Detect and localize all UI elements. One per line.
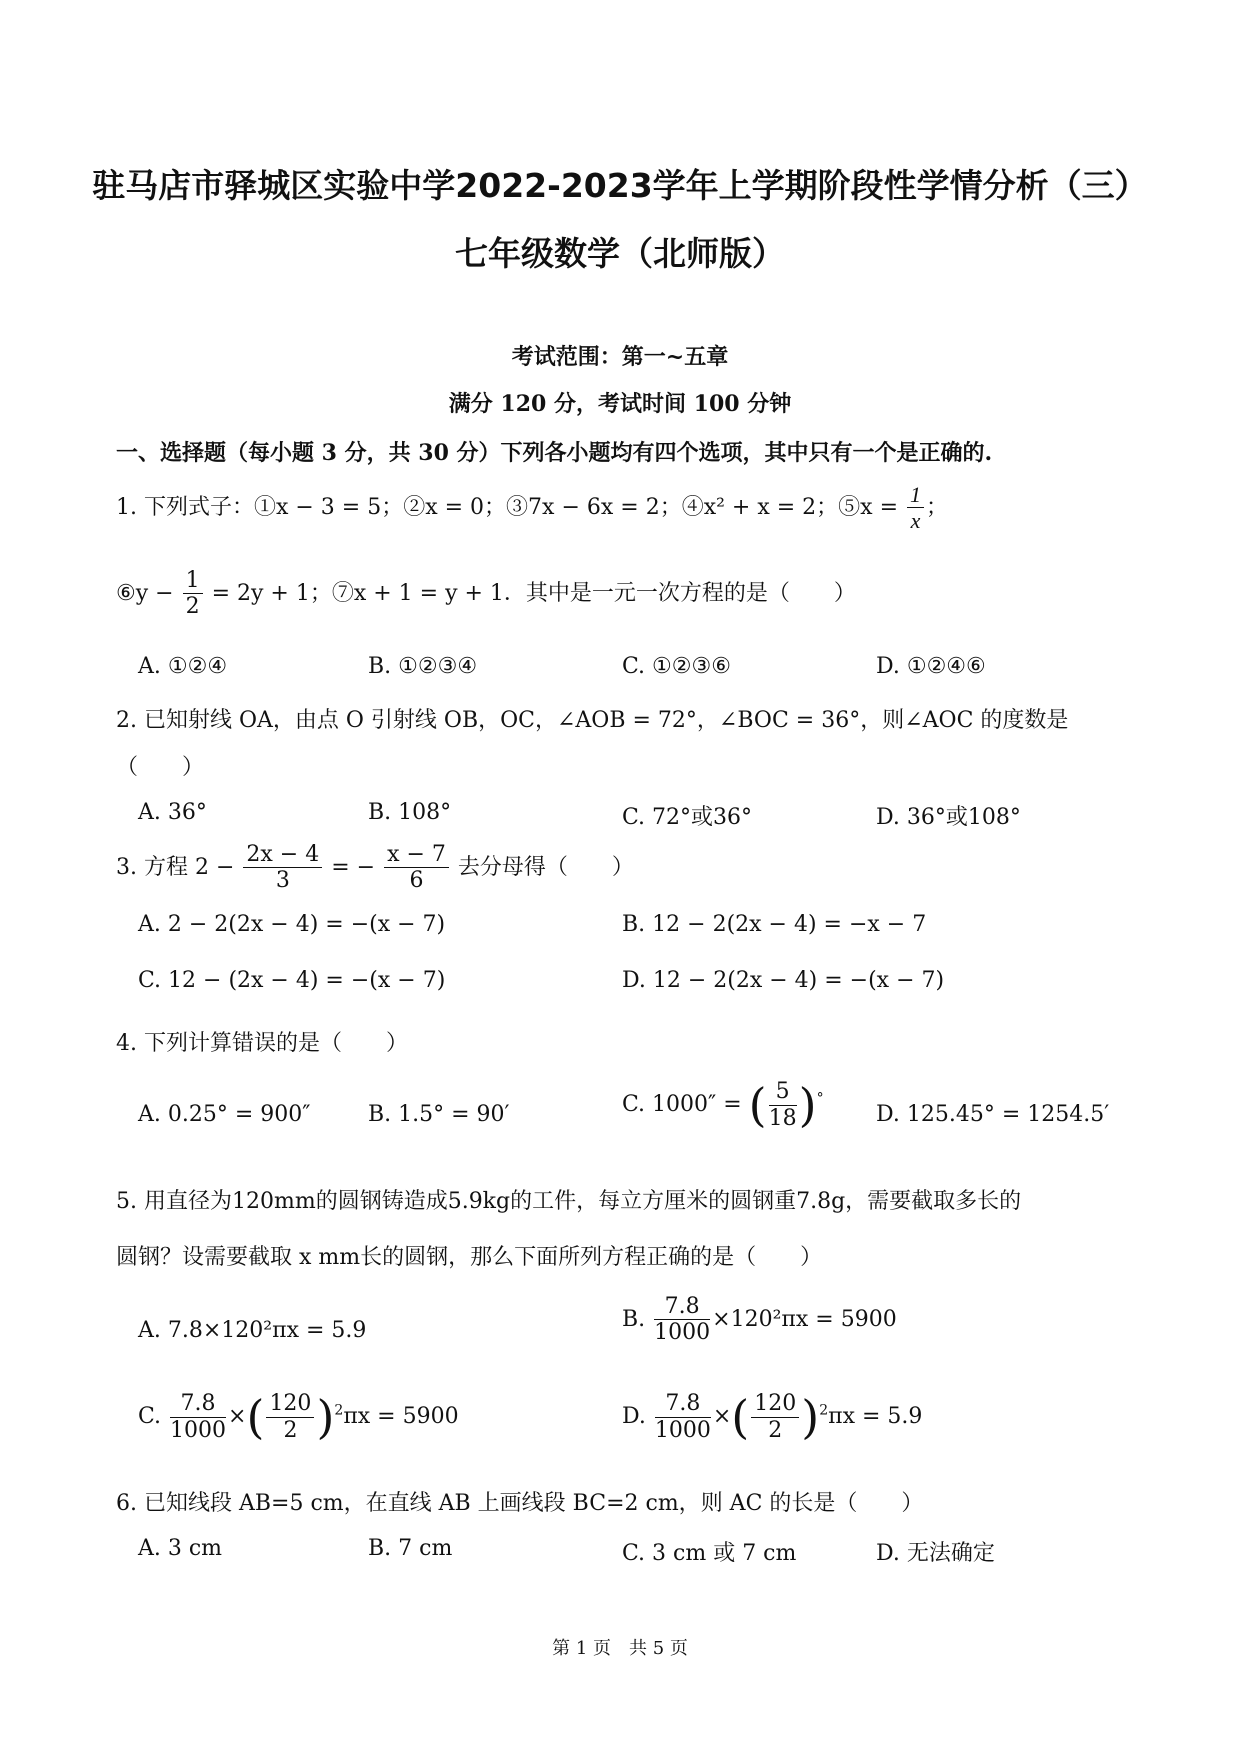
q5-option-d: D. $\frac{7.8}{1000}$ ×( $\frac{120}{2}$ )$^2$πx = 5.9 (622, 1390, 923, 1444)
exam-subtitle: 七年级数学（北师版） (455, 234, 785, 273)
question-1-stem-line1: 1. 下列式子：①x − 3 = 5；②x = 0；③7x − 6x = 2；④x² + x = 2；⑤x = $\frac{1}{x}$ ； (116, 482, 949, 534)
q1-fraction-5: $\frac{1}{x}$ (907, 482, 924, 534)
question-4-stem: 4. 下列计算错误的是（ ） (116, 1031, 408, 1056)
q4-option-a: A. 0.25° = 900″ (138, 1102, 311, 1127)
question-2-blank: （ ） (116, 755, 205, 780)
q3-fraction-1: $\frac{2x - 4}{3}$ (243, 842, 322, 894)
q1-option-b: B. ①②③④ (368, 654, 478, 679)
q6-option-d: D. 无法确定 (876, 1541, 995, 1566)
q6-option-c: C. 3 cm 或 7 cm (622, 1541, 797, 1566)
q2-option-d: D. 36°或108° (876, 805, 1021, 830)
q5-option-b: B. $\frac{7.8}{1000}$ ×120²πx = 5900 (622, 1294, 897, 1346)
q5d-fraction: $\frac{7.8}{1000}$ (654, 1391, 711, 1443)
question-5-line2: 圆钢？设需要截取 x mm长的圆钢，那么下面所列方程正确的是（ ） (116, 1245, 823, 1270)
exam-title: 驻马店市驿城区实验中学2022-2023学年上学期阶段性学情分析（三） (92, 166, 1148, 205)
q4-option-d: D. 125.45° = 1254.5′ (876, 1102, 1110, 1127)
q1-fraction-6: $\frac{1}{2}$ (183, 568, 203, 620)
q4-fraction: $\frac{5}{18}$ (768, 1079, 797, 1131)
q5-option-a: A. 7.8×120²πx = 5.9 (138, 1318, 367, 1343)
section-header: 一、选择题（每小题 3 分，共 30 分）下列各小题均有四个选项，其中只有一个是正确的. (116, 440, 993, 466)
q1-text-a: 1. 下列式子：①x − 3 = 5；②x = 0；③7x − 6x = 2；④x² + x = 2；⑤x = (116, 494, 905, 520)
q4-option-c: C. 1000″ = ( $\frac{5}{18}$ )° (622, 1078, 824, 1132)
q5c-fraction: $\frac{7.8}{1000}$ (170, 1391, 227, 1443)
exam-scope: 考试范围：第一~五章 (511, 344, 729, 370)
q3-option-d: D. 12 − 2(2x − 4) = −(x − 7) (622, 968, 945, 993)
q5d-inner-fraction: $\frac{120}{2}$ (751, 1391, 799, 1443)
q2-option-c: C. 72°或36° (622, 805, 753, 830)
q2-option-a: A. 36° (138, 800, 207, 825)
q6-option-b: B. 7 cm (368, 1536, 453, 1561)
q1-option-a: A. ①②④ (138, 654, 228, 679)
q5b-fraction: $\frac{7.8}{1000}$ (654, 1294, 711, 1346)
q1-option-d: D. ①②④⑥ (876, 654, 986, 679)
q2-option-b: B. 108° (368, 800, 452, 825)
q3-option-c: C. 12 − (2x − 4) = −(x − 7) (138, 968, 446, 993)
q5c-inner-fraction: $\frac{120}{2}$ (266, 1391, 314, 1443)
question-6-stem: 6. 已知线段 AB=5 cm，在直线 AB 上画线段 BC=2 cm，则 AC 的长是（ ） (116, 1491, 924, 1516)
q6-option-a: A. 3 cm (138, 1536, 223, 1561)
q1-option-c: C. ①②③⑥ (622, 654, 731, 679)
q3-option-b: B. 12 − 2(2x − 4) = −x − 7 (622, 912, 927, 937)
question-5-line1: 5. 用直径为120mm的圆钢铸造成5.9kg的工件，每立方厘米的圆钢重7.8g，需要截取多长的 (116, 1189, 1022, 1214)
q3-option-a: A. 2 − 2(2x − 4) = −(x − 7) (138, 912, 446, 937)
question-1-stem-line2: ⑥y − $\frac{1}{2}$ = 2y + 1；⑦x + 1 = y + 1．其中是一元一次方程的是（ ） (116, 568, 856, 620)
question-2-stem: 2. 已知射线 OA，由点 O 引射线 OB，OC，∠AOB = 72°，∠BOC = 36°，则∠AOC 的度数是 (116, 708, 1069, 733)
q5-option-c: C. $\frac{7.8}{1000}$ ×( $\frac{120}{2}$ )$^2$πx = 5900 (138, 1390, 459, 1444)
exam-score-time: 满分 120 分，考试时间 100 分钟 (448, 391, 792, 417)
question-3-stem: 3. 方程 2 − $\frac{2x - 4}{3}$ = − $\frac{x - 7}{6}$ 去分母得（ ） (116, 842, 634, 894)
q4-option-b: B. 1.5° = 90′ (368, 1102, 510, 1127)
q3-fraction-2: $\frac{x - 7}{6}$ (384, 842, 449, 894)
page-footer: 第 1 页 共 5 页 (552, 1638, 688, 1659)
